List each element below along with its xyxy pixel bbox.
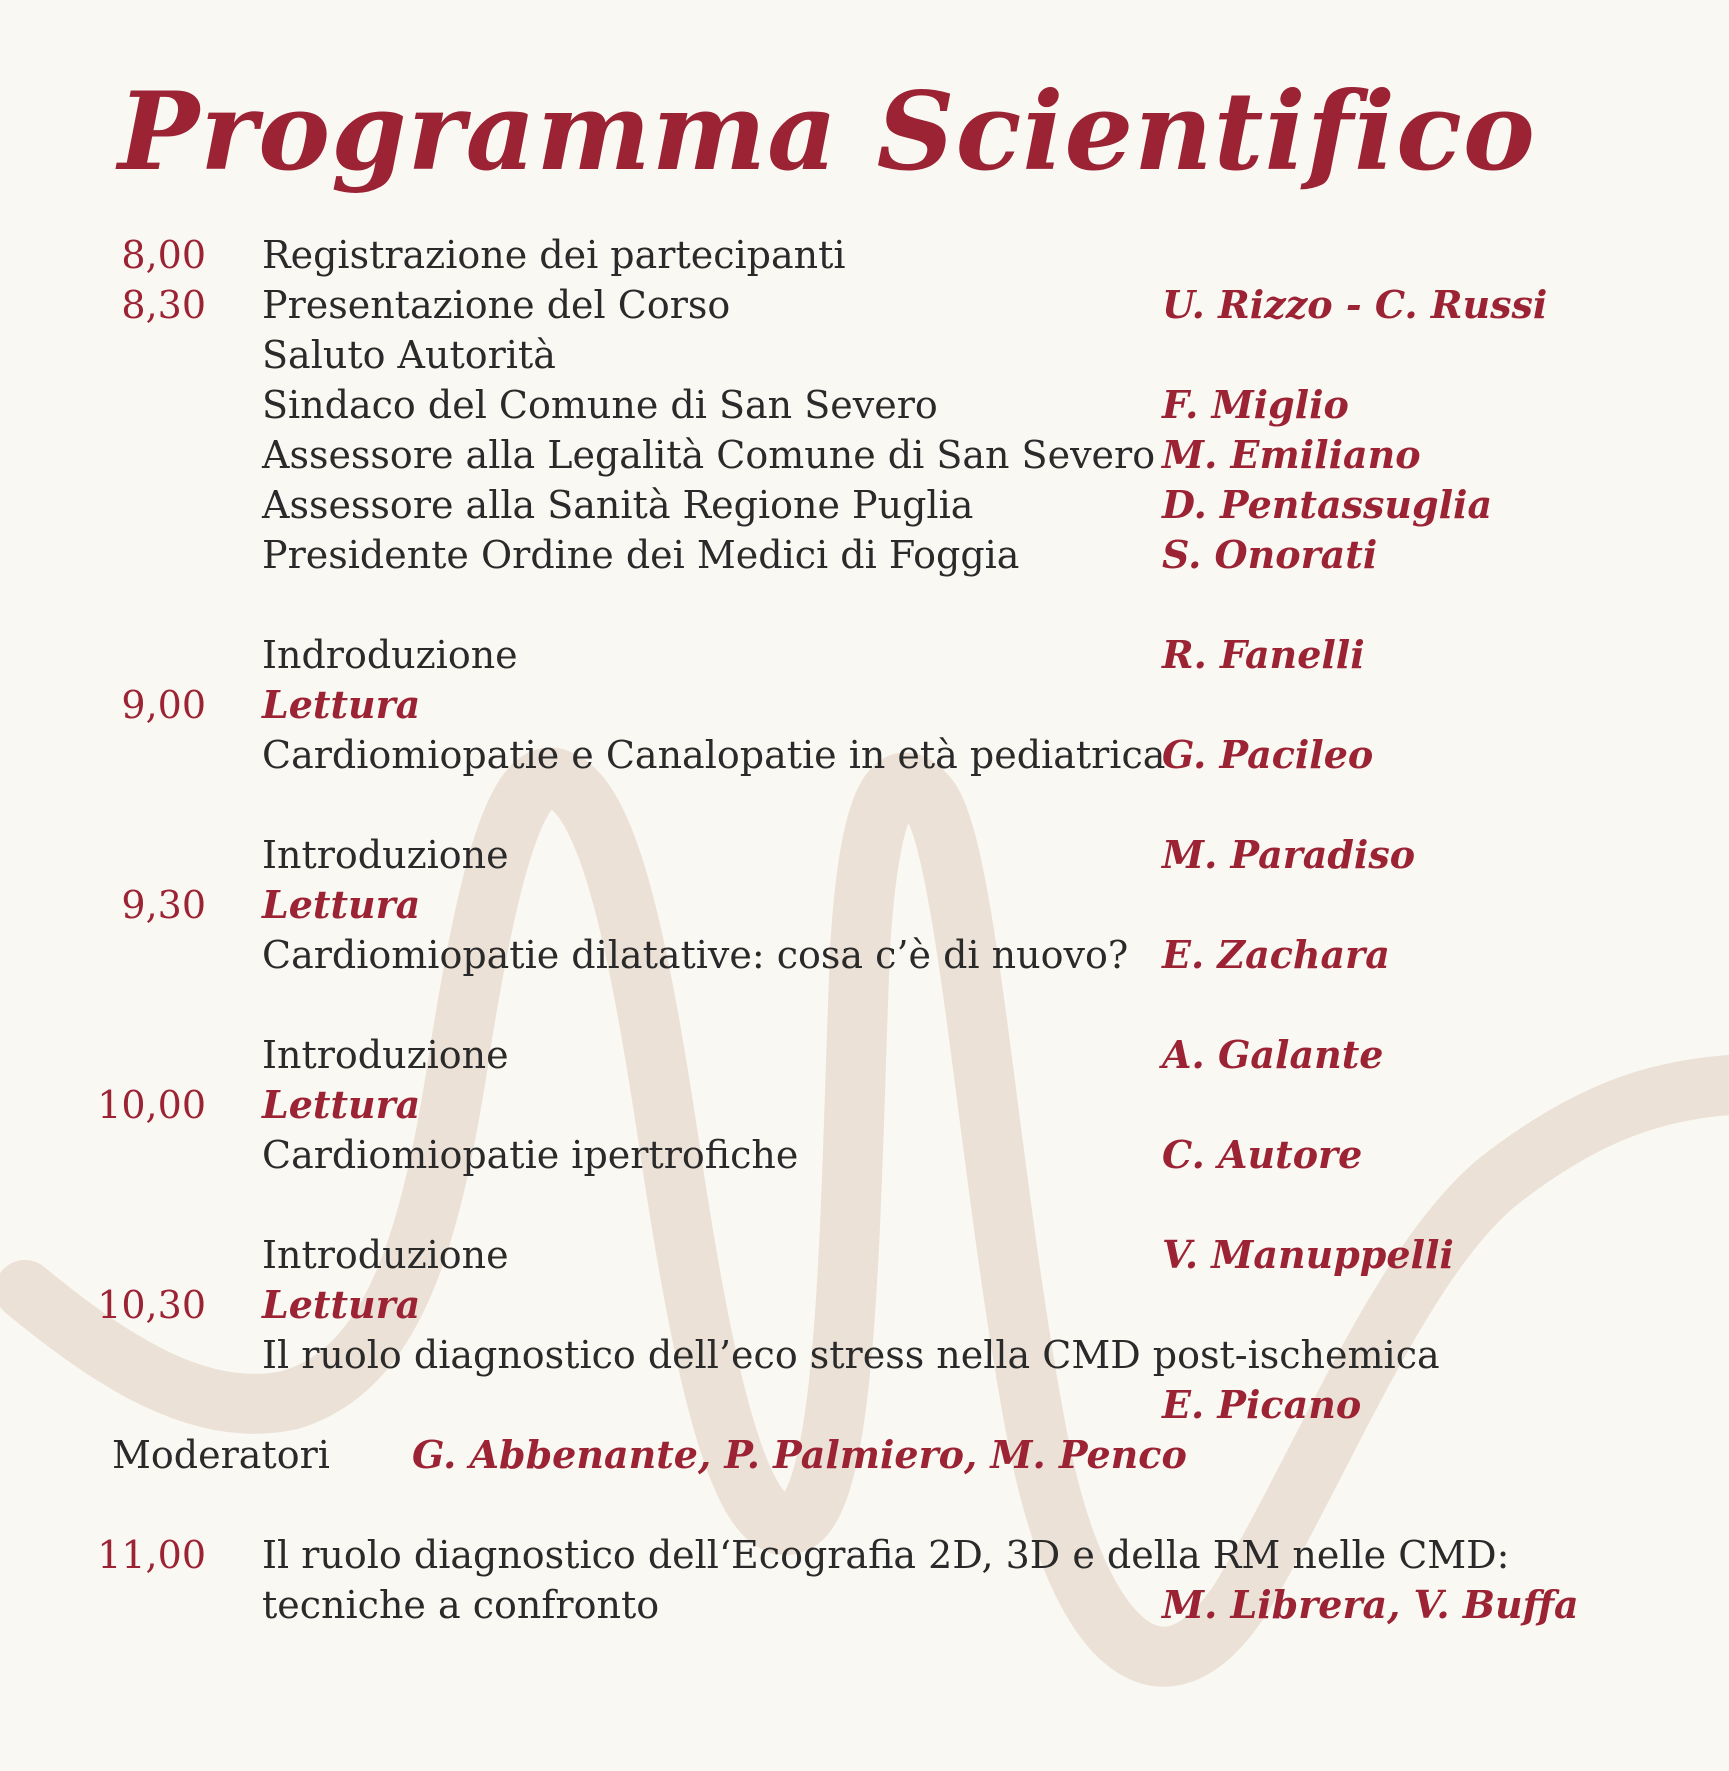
description: Il ruolo diagnostico dell’eco stress nella CMD post-ischemica: [262, 1333, 1440, 1377]
speaker: G. Pacileo: [1162, 732, 1374, 777]
program-row: [0, 730, 1729, 780]
description: Cardiomiopatie e Canalopatie in età pediatrica: [262, 733, 1166, 777]
speaker: F. Miglio: [1162, 382, 1349, 427]
speaker: M. Emiliano: [1162, 432, 1421, 477]
description: tecniche a confronto: [262, 1583, 660, 1627]
program-row: [0, 1030, 1729, 1080]
description: Introduzione: [262, 1033, 509, 1077]
description: Presentazione del Corso: [262, 283, 731, 327]
description: Cardiomiopatie ipertrofiche: [262, 1133, 799, 1177]
page-title: Programma Scientifico: [118, 69, 1536, 195]
time: 10,30: [97, 1283, 206, 1327]
program-row: [0, 380, 1729, 430]
description: Il ruolo diagnostico dell‘Ecografia 2D, 3D e della RM nelle CMD:: [262, 1533, 1510, 1577]
description: Indroduzione: [262, 633, 518, 677]
lettura-label: Lettura: [262, 682, 421, 727]
program-row: [0, 1130, 1729, 1180]
description: Sindaco del Comune di San Severo: [262, 383, 938, 427]
lettura-label: Lettura: [262, 1082, 421, 1127]
description: Presidente Ordine dei Medici di Foggia: [262, 533, 1020, 577]
program-row: [0, 230, 1729, 280]
program-row: [0, 1230, 1729, 1280]
description: Assessore alla Sanità Regione Puglia: [262, 483, 974, 527]
lettura-label: Lettura: [262, 1282, 421, 1327]
program-row: [0, 1580, 1729, 1630]
speaker: C. Autore: [1162, 1132, 1363, 1177]
program-row: [0, 830, 1729, 880]
program-row: [0, 930, 1729, 980]
program-row: [0, 280, 1729, 330]
program-row: [0, 480, 1729, 530]
lettura-label: Lettura: [262, 882, 421, 927]
description: Introduzione: [262, 1233, 509, 1277]
program-row: [0, 880, 1729, 930]
description: Registrazione dei partecipanti: [262, 233, 846, 277]
time: 10,00: [97, 1083, 206, 1127]
description: Introduzione: [262, 833, 509, 877]
speaker: E. Zachara: [1162, 932, 1390, 977]
program-row: [0, 630, 1729, 680]
moderators-names: G. Abbenante, P. Palmiero, M. Penco: [412, 1432, 1187, 1477]
program-row: [0, 680, 1729, 730]
program-row: [0, 330, 1729, 380]
program-row: [0, 1080, 1729, 1130]
speaker: S. Onorati: [1162, 532, 1378, 577]
speaker: U. Rizzo - C. Russi: [1162, 282, 1548, 327]
speaker: M. Librera, V. Buffa: [1162, 1582, 1579, 1627]
program-row: [0, 1380, 1729, 1430]
time: 11,00: [97, 1533, 206, 1577]
program-row: [0, 530, 1729, 580]
speaker: E. Picano: [1162, 1382, 1362, 1427]
speaker: M. Paradiso: [1162, 832, 1416, 877]
description: Saluto Autorità: [262, 333, 556, 377]
time: 8,30: [121, 283, 206, 327]
time: 9,30: [121, 883, 206, 927]
speaker: A. Galante: [1162, 1032, 1384, 1077]
program-row: [0, 1330, 1729, 1380]
speaker: R. Fanelli: [1162, 632, 1365, 677]
time: 9,00: [121, 683, 206, 727]
moderators-label: Moderatori: [112, 1433, 330, 1477]
description: Cardiomiopatie dilatative: cosa c’è di nuovo?: [262, 933, 1129, 977]
program-row: [0, 1530, 1729, 1580]
time: 8,00: [121, 233, 206, 277]
program-row: [0, 1280, 1729, 1330]
speaker: V. Manuppelli: [1162, 1232, 1454, 1277]
program-row: [0, 430, 1729, 480]
speaker: D. Pentassuglia: [1162, 482, 1493, 527]
description: Assessore alla Legalità Comune di San Severo: [262, 433, 1156, 477]
